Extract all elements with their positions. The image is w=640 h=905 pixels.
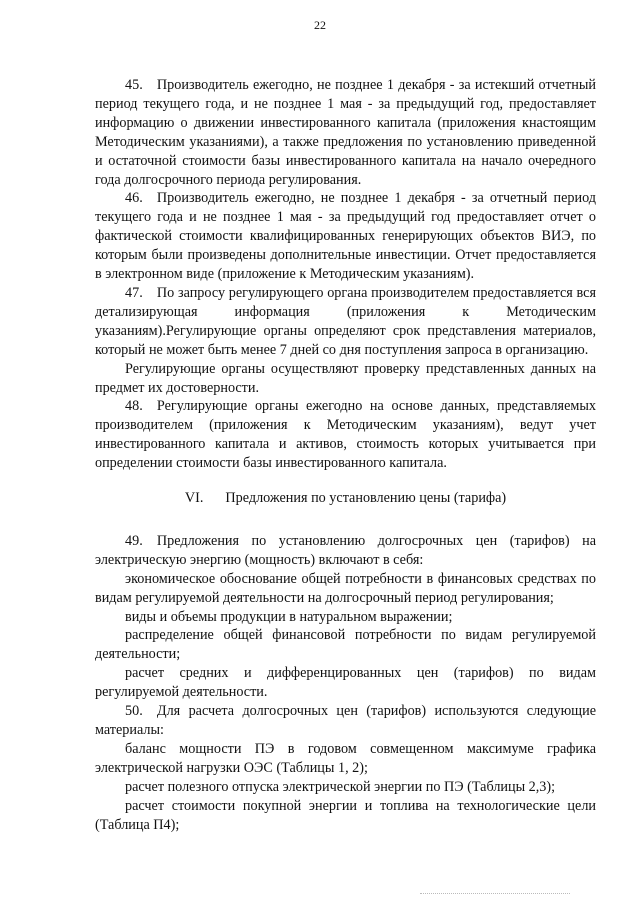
paragraph-46: 46. Производитель ежегодно, не позднее 1 декабря - за отчетный период текущего года и не позднее 1 мая - за предыдущий год предоставляет отчет о фактической стоимости квалифицированных генерирующих объектов ВИЭ, по которым были произведены дополнительные инвестиции. Отчет предоставляется в электронном виде (приложение к Методическим указаниям). [95,190,596,283]
list-item-financial-distribution: распределение общей финансовой потребности по видам регулируемой деятельности; [95,627,596,663]
list-item-product-volumes: виды и объемы продукции в натуральном выражении; [125,608,453,625]
section-title: Предложения по установлению цены (тарифа) [225,490,507,507]
list-item-purchased-energy: расчет стоимости покупной энергии и топлива на технологические цели (Таблица П4); [95,797,596,833]
list-item-useful-supply: расчет полезного отпуска электрической энергии по ПЭ (Таблицы 2,3); [125,778,556,795]
section-number: VI. [184,490,204,507]
paragraph-48: 48. Регулирующие органы ежегодно на основе данных, представляемых производителем (приложения к Методическим указаниям), ведут учет инвестированного капитала и активов, стоимость которых учитывается при определении стоимости базы инвестированного капитала. [95,398,596,472]
paragraph-49: 49. Предложения по установлению долгосрочных цен (тарифов) на электрическую энергию (мощность) включают в себя: [95,532,596,568]
list-item-price-calculation: расчет средних и дифференцированных цен (тарифов) по видам регулируемой деятельности. [95,665,596,701]
page-number: 22 [314,18,326,32]
document-body [95,76,596,834]
paragraph-50: 50. Для расчета долгосрочных цен (тарифов) используются следующие материалы: [95,703,596,738]
paragraph-verification: Регулирующие органы осуществляют проверку представленных данных на предмет их достоверности. [95,360,596,396]
list-item-economic-justification: экономическое обоснование общей потребности в финансовых средствах по видам регулируемой деятельности на долгосрочный период регулирования; [95,570,596,606]
list-item-capacity-balance: баланс мощности ПЭ в годовом совмещенном максимуме графика электрической нагрузки ОЭС (Таблицы 1, 2); [95,740,596,776]
section-heading [95,489,596,508]
paragraph-47: 47. По запросу регулирующего органа производителем предоставляется вся детализирующая информация (приложения к Методическим указаниям).Регулирующие органы определяют срок представления материалов, который не может быть менее 7 дней со дня поступления запроса в организацию. [95,284,596,358]
paragraph-45: 45. Производитель ежегодно, не позднее 1 декабря - за истекший отчетный период текущего года, и не позднее 1 мая - за предыдущий год, предоставляет информацию о движении инвестированного капитала (приложения кнастоящим Методическим указаниями), а также предложения по установлению приведенной и остаточной стоимости базы инвестированного капитала на начало очередного года долгосрочного периода регулирования. [95,77,596,188]
scan-artifact-line [420,893,570,897]
